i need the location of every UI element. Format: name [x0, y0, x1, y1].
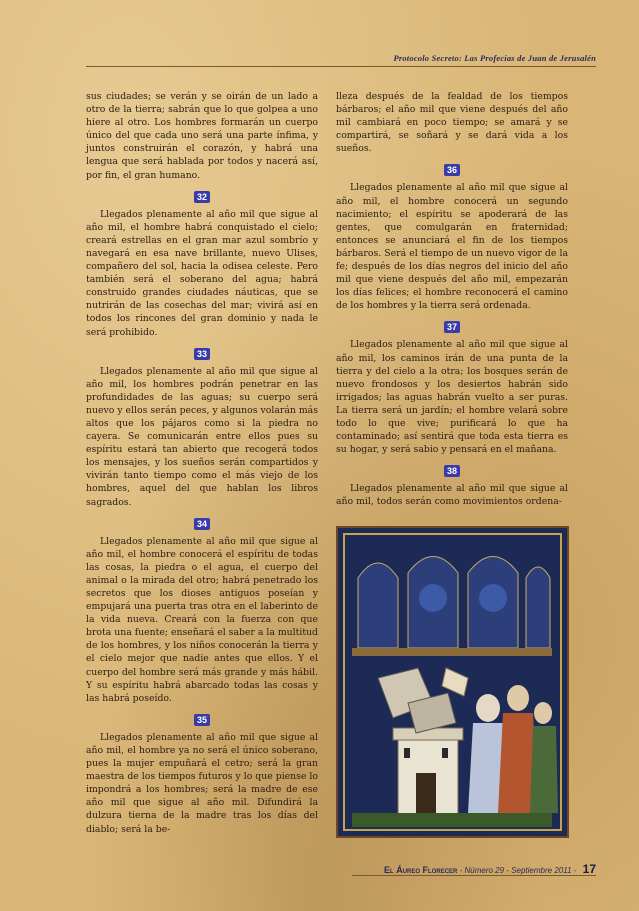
- section-text: Llegados plenamente al año mil que sigue al año mil, los caminos irán de una punta de la tierra y del cielo a la otra; los bosques serán de nuevo frondosos y los desiertos habrán sido irrigados; las aguas habrán vuelto a ser puras. La tierra será un jardín; el hombre velará sobre todo lo que vive; purificará lo que ha contaminado; así sentirá que toda esta tierra es su hogar, y será sabio y pensará en el mañana.: [336, 339, 568, 456]
- section-number: 35: [86, 714, 318, 728]
- section-text: Llegados plenamente al año mil que sigue al año mil, el hombre conocerá un segundo nacimiento; el espíritu se apoderará de las gentes, que comulgarán en fraternidad; entonces se anunciará el fin de los tiempos bárbaros. Será el tiempo de un nuevo vigor de la fe; después de los días negros del inicio del año mil que viene después del año mil, empezarán los días felices; el hombre reconocerá el camino de los hombres y la tierra será ordenada.: [336, 182, 568, 312]
- left-column: [86, 90, 318, 836]
- issue-info: - Número 29 - Septiembre 2011 -: [459, 866, 577, 875]
- section-text: Llegados plenamente al año mil que sigue al año mil, el hombre habrá conquistado el cielo; creará estrellas en el gran mar azul sombrío y navegará en esa nave brillante, nuevo Ulises, compañero del sol, hacia la odisea celeste. Pero también será el soberano del agua; habrá construido grandes ciudades náuticas, que se nutrirán de las cosechas del mar; vivirá así en todos los rincones del gran dominio y nada le será prohibido.: [86, 208, 318, 338]
- section-number: 37: [336, 321, 568, 335]
- section-text: Llegados plenamente al año mil que sigue al año mil, el hombre conocerá el espíritu de todas las cosas, la piedra o el agua, el cuerpo del animal o la mirada del otro; habrá penetrado los secretos que los dioses antiguos poseían y empujará una puerta tras otra en el laberinto de la vida nueva. Creará con la fuerza con que brota una fuente; enseñará el saber a la multitud de los hombres, y los niños conocerán la tierra y el cielo mejor que nadie antes que ellos. Y el cuerpo del hombre será más grande y más hábil. Y su espíritu habrá abarcado todas las cosas y las habrá poseído.: [86, 535, 318, 704]
- page-footer: [356, 862, 596, 876]
- section-text: Llegados plenamente al año mil que sigue al año mil, todos serán como movimientos ordena-: [336, 483, 568, 508]
- page-number: 17: [582, 862, 596, 876]
- medieval-miniature-illustration: [336, 526, 569, 838]
- section-text: Llegados plenamente al año mil que sigue al año mil, el hombre ya no será el único soberano, pues la mujer empuñará el cetro; será la gran maestra de los tiempos futuros y lo que piense lo impondrá a los hombres; será la madre de ese año mil que sigue al año mil. Difundirá la dulzura tierna de la madre tras los días del diablo; será la be-: [86, 731, 318, 835]
- section-text: Llegados plenamente al año mil que sigue al año mil, los hombres podrán penetrar en las profundidades de las aguas; su cuerpo será nuevo y ellos serán peces, y algunos volarán más altos que los pájaros como si la piedra no cayera. Se comunicarán entre ellos pues su espíritu estará tan abierto que recogerá todos los mensajes, y los sueños serán compartidos y vivirán tanto tiempo como el más viejo de los hombres, aquel del que hablan los libros sagrados.: [86, 365, 318, 508]
- left-intro-paragraph: sus ciudades; se verán y se oirán de un lado a otro de la tierra; sabrán que lo que golpea a uno hiere al otro. Los hombres formarán un cuerpo único del que cada uno será una parte ínfima, y juntos construirán el corazón, y habrá una lengua que será hablada por todos y nacerá así, por fin, el gran humano.: [86, 91, 318, 181]
- section-number: 33: [86, 348, 318, 362]
- section-number: 34: [86, 518, 318, 532]
- header-divider: [86, 66, 596, 67]
- section-number: 38: [336, 465, 568, 479]
- right-intro-paragraph: lleza después de la fealdad de los tiempos bárbaros; el año mil que viene después del año mil cambiará en poco tiempo; se amará y se compartirá, se soñará y se dará vida a los sueños.: [336, 91, 568, 155]
- section-number: 36: [336, 164, 568, 178]
- right-column: [336, 90, 568, 508]
- running-header: Protocolo Secreto: Las Profecías de Juan de Jerusalén: [393, 53, 596, 63]
- section-number: 32: [86, 191, 318, 205]
- publication-name: El Áureo Florecer: [384, 865, 458, 875]
